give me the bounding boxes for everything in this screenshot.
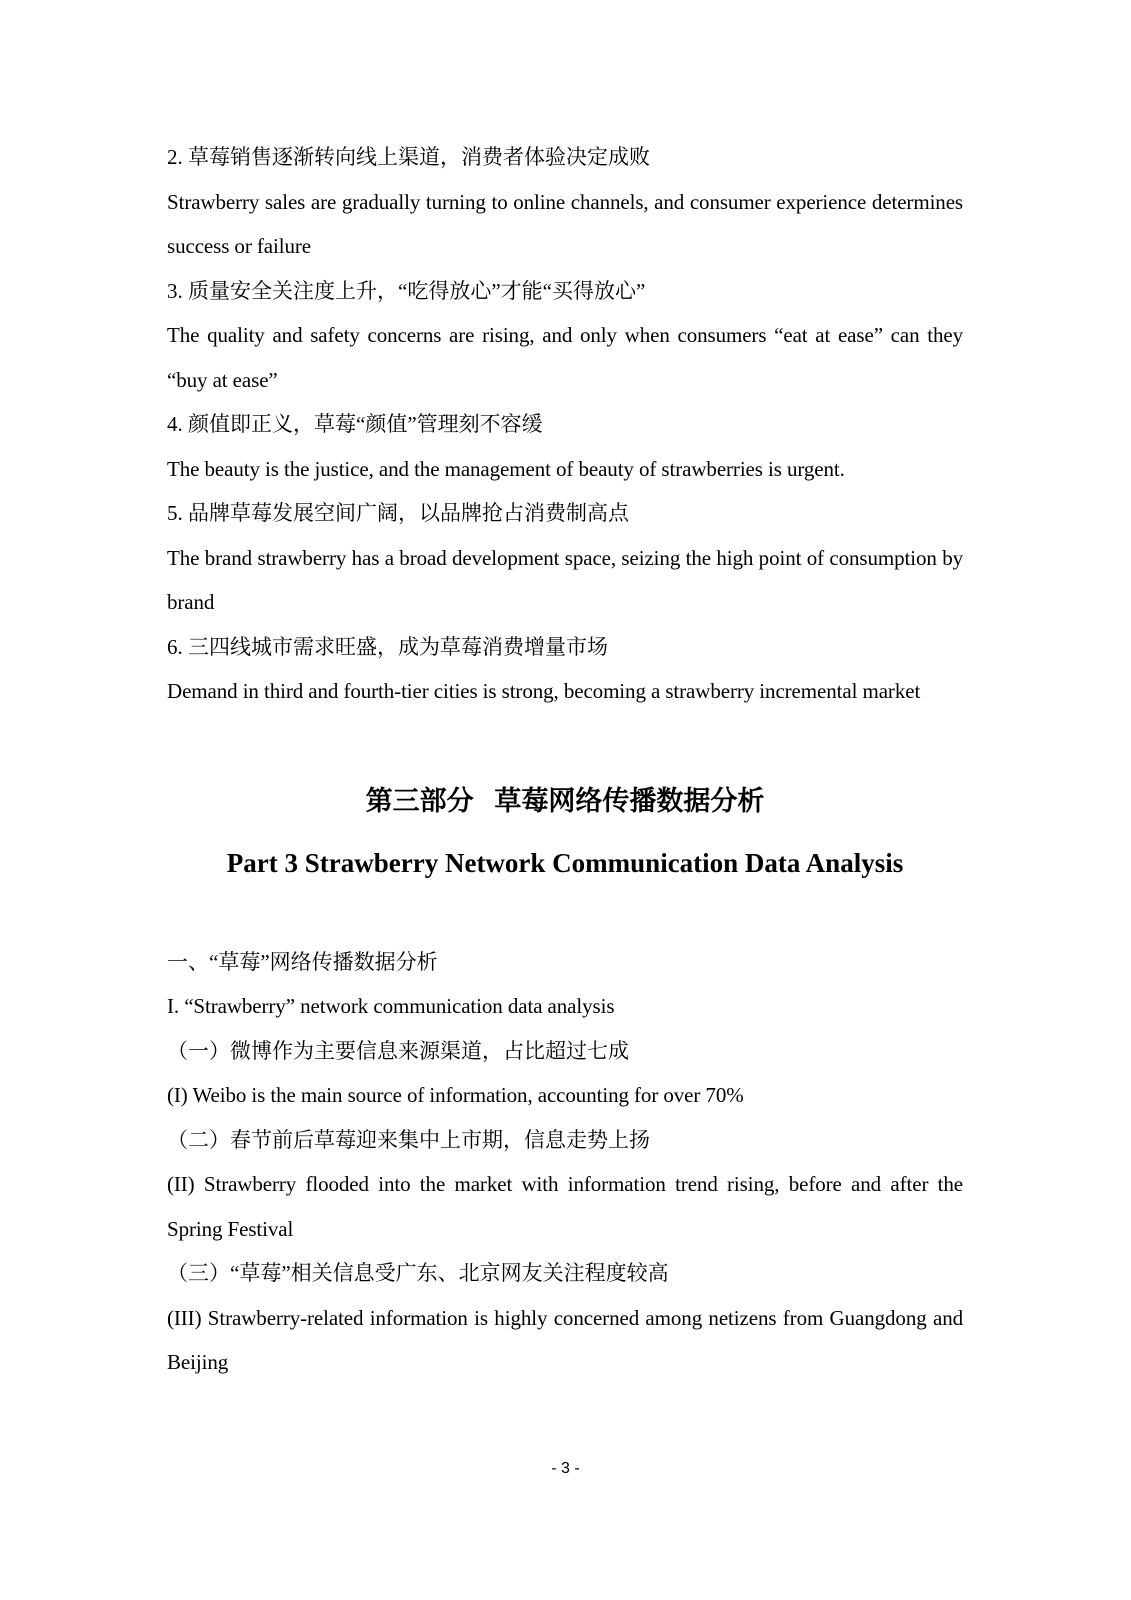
section1-title-zh: 一、“草莓”网络传播数据分析 — [167, 949, 438, 974]
subsection-1-en: (I) Weibo is the main source of information, accounting for over 70% — [167, 1083, 744, 1107]
list-item-3-en: The quality and safety concerns are rising, and only when consumers “eat at ease” can they “buy at ease” — [167, 323, 963, 392]
page-number: - 3 - — [551, 1460, 580, 1477]
section1-title-en: I. “Strawberry” network communication data analysis — [167, 994, 615, 1018]
list-item-6-en: Demand in third and fourth-tier cities is strong, becoming a strawberry incremental market — [167, 679, 921, 703]
page-content — [167, 135, 963, 1385]
list-item-5-zh: 5. 品牌草莓发展空间广阔，以品牌抢占消费制高点 — [167, 501, 629, 525]
list-item-2-en: Strawberry sales are gradually turning to online channels, and consumer experience determines success or failure — [167, 189, 963, 258]
subsection-2-zh: （二）春节前后草莓迎来集中上市期，信息走势上扬 — [167, 1127, 650, 1152]
list-item-2-zh: 2. 草莓销售逐渐转向线上渠道，消费者体验决定成败 — [167, 145, 650, 169]
subsection-2-en: (II) Strawberry flooded into the market with information trend rising, before and after the Spring Festival — [167, 1172, 963, 1241]
list-item-3-zh: 3. 质量安全关注度上升，“吃得放心”才能“买得放心” — [167, 278, 646, 303]
list-item-4-zh: 4. 颜值即正义，草莓“颜值”管理刻不容缓 — [167, 412, 543, 436]
list-item-6-zh: 6. 三四线城市需求旺盛，成为草莓消费增量市场 — [167, 634, 608, 659]
subsection-1-zh: （一）微博作为主要信息来源渠道，占比超过七成 — [167, 1038, 629, 1063]
subsection-3-en: (III) Strawberry-related information is highly concerned among netizens from Guangdong and Beijing — [167, 1305, 963, 1374]
part3-heading-en: Part 3 Strawberry Network Communication Data Analysis — [226, 847, 904, 878]
list-item-5-en: The brand strawberry has a broad development space, seizing the high point of consumption by brand — [167, 545, 963, 614]
part3-heading-zh: 第三部分 草莓网络传播数据分析 — [365, 785, 765, 816]
subsection-3-zh: （三）“草莓”相关信息受广东、北京网友关注程度较高 — [167, 1261, 669, 1285]
list-item-4-en: The beauty is the justice, and the management of beauty of strawberries is urgent. — [167, 456, 845, 481]
part3-section-body — [167, 940, 963, 1385]
